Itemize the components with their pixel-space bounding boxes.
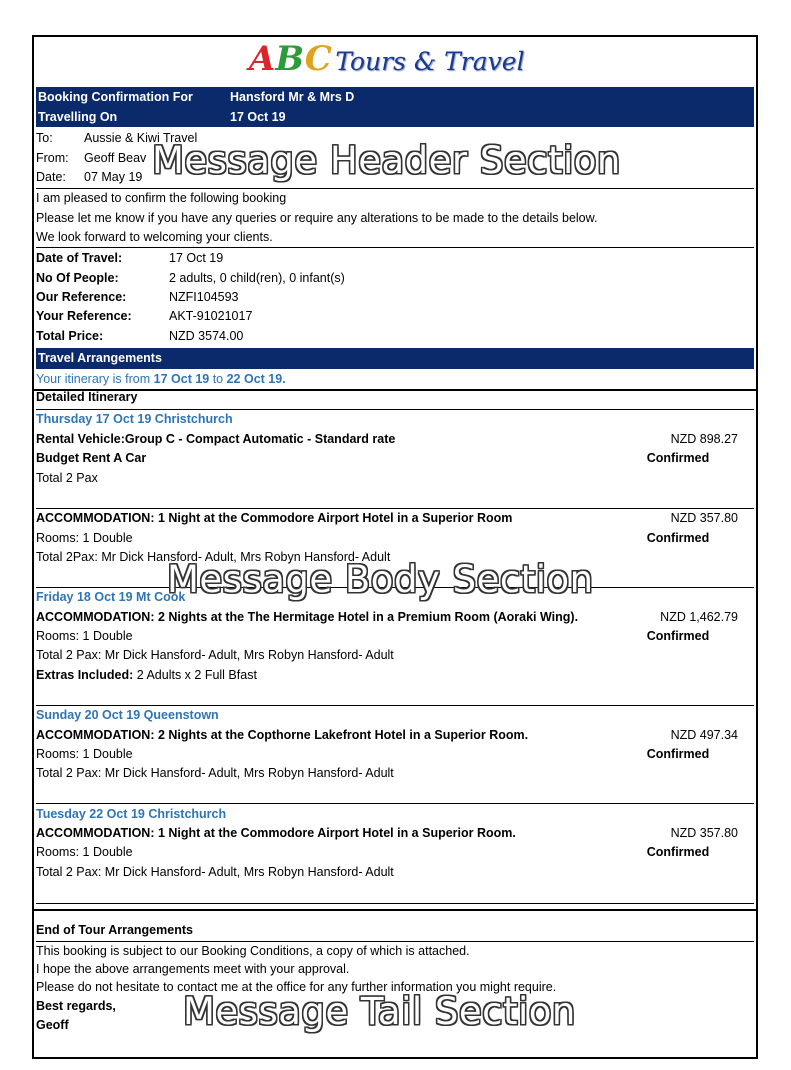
tail-title: End of Tour Arrangements (36, 923, 193, 937)
intro-line-3: We look forward to welcoming your clients. (36, 230, 273, 244)
item-line-3: Total 2 Pax (36, 471, 98, 485)
body-section-overlay: Message Body Section (167, 558, 594, 601)
to-label: To: (36, 131, 53, 145)
summary-row (36, 307, 754, 326)
item-line-1: ACCOMMODATION: 2 Nights at the The Hermitage Hotel in a Premium Room (Aoraki Wing). (36, 610, 579, 624)
item-line-3: Total 2Pax: Mr Dick Hansford- Adult, Mrs Robyn Hansford- Adult (36, 550, 391, 564)
itinerary-mid: to (209, 372, 227, 386)
logo-letter-b: B (275, 39, 305, 79)
travelling-value: 17 Oct 19 (230, 110, 286, 124)
tail-line-2: I hope the above arrangements meet with your approval. (36, 962, 350, 976)
item-line-1: ACCOMMODATION: 2 Nights at the Copthorne Lakefront Hotel in a Superior Room. (36, 728, 529, 742)
summary-value: 2 adults, 0 child(ren), 0 infant(s) (169, 271, 345, 285)
summary-value: 17 Oct 19 (169, 251, 224, 265)
item-status: Confirmed (646, 531, 710, 545)
abc-logo (249, 39, 549, 85)
logo-letter-c: C (304, 39, 332, 79)
booking-document (32, 35, 758, 1059)
item-line-1: ACCOMMODATION: 1 Night at the Commodore Airport Hotel in a Superior Room (36, 511, 513, 525)
item-status: Confirmed (646, 629, 710, 643)
date-label: Date: (36, 170, 66, 184)
item-status: Confirmed (646, 747, 710, 761)
item-price: NZD 898.27 (670, 432, 738, 446)
summary-value: NZFI104593 (169, 290, 239, 304)
item-line-3: Total 2 Pax: Mr Dick Hansford- Adult, Mrs Robyn Hansford- Adult (36, 766, 394, 780)
from-value: Geoff Beav (84, 151, 147, 165)
tail-regards: Best regards, (36, 999, 116, 1013)
tail-section-overlay: Message Tail Section (183, 990, 576, 1033)
summary-label: Date of Travel: (36, 251, 123, 265)
item-price: NZD 497.34 (670, 728, 738, 742)
detailed-itinerary-title: Detailed Itinerary (36, 390, 138, 404)
item-line-2: Budget Rent A Car (36, 451, 147, 465)
itinerary-day: Sunday 20 Oct 19 Queenstown (36, 708, 219, 722)
item-line-2: Rooms: 1 Double (36, 531, 133, 545)
item-line-1: Rental Vehicle:Group C - Compact Automatic - Standard rate (36, 432, 396, 446)
intro-line-2: Please let me know if you have any queries or require any alterations to be made to the details below. (36, 211, 598, 225)
summary-label: No Of People: (36, 271, 119, 285)
item-line-2: Rooms: 1 Double (36, 845, 133, 859)
divider (36, 903, 754, 904)
itinerary-day: Tuesday 22 Oct 19 Christchurch (36, 807, 227, 821)
item-extras (36, 666, 754, 685)
item-line-1: ACCOMMODATION: 1 Night at the Commodore Airport Hotel in a Superior Room. (36, 826, 516, 840)
divider (36, 803, 754, 804)
item-status: Confirmed (646, 451, 710, 465)
summary-row (36, 249, 754, 268)
summary-row (36, 288, 754, 307)
date-value: 07 May 19 (84, 170, 143, 184)
itinerary-to: 22 Oct 19. (226, 372, 286, 386)
item-line-3: Total 2 Pax: Mr Dick Hansford- Adult, Mrs Robyn Hansford- Adult (36, 865, 394, 879)
booking-header-bar (36, 87, 754, 127)
summary-label: Your Reference: (36, 309, 132, 323)
item-line-2: Rooms: 1 Double (36, 629, 133, 643)
itinerary-from: 17 Oct 19 (153, 372, 210, 386)
item-price: NZD 1,462.79 (660, 610, 738, 624)
tail-signature: Geoff (36, 1018, 69, 1032)
confirmation-value: Hansford Mr & Mrs D (230, 90, 355, 104)
summary-row (36, 327, 754, 346)
intro-line-1: I am pleased to confirm the following booking (36, 191, 287, 205)
tail-line-1: This booking is subject to our Booking Conditions, a copy of which is attached. (36, 944, 470, 958)
item-line-2: Rooms: 1 Double (36, 747, 133, 761)
travel-arrangements-title: Travel Arrangements (38, 351, 162, 365)
confirmation-label: Booking Confirmation For (38, 90, 193, 104)
summary-label: Total Price: (36, 329, 104, 343)
from-label: From: (36, 151, 69, 165)
itinerary-range (36, 370, 754, 389)
extras-value: 2 Adults x 2 Full Bfast (133, 668, 257, 682)
travelling-label: Travelling On (38, 110, 118, 124)
itinerary-prefix: Your itinerary is from (36, 372, 154, 386)
divider (36, 247, 754, 248)
item-price: NZD 357.80 (670, 826, 738, 840)
extras-label: Extras Included: (36, 668, 134, 682)
itinerary-day: Thursday 17 Oct 19 Christchurch (36, 412, 233, 426)
summary-label: Our Reference: (36, 290, 127, 304)
logo-letter-a: A (249, 39, 276, 79)
divider (34, 909, 756, 911)
summary-value: AKT-91021017 (169, 309, 253, 323)
item-status: Confirmed (646, 845, 710, 859)
item-price: NZD 357.80 (670, 511, 738, 525)
summary-row (36, 269, 754, 288)
itinerary-day: Friday 18 Oct 19 Mt Cook (36, 590, 186, 604)
to-value: Aussie & Kiwi Travel (84, 131, 198, 145)
travel-arrangements-bar (36, 348, 754, 369)
tail-line-3: Please do not hesitate to contact me at the office for any further information you might require. (36, 980, 557, 994)
logo-text: Tours & Travel (335, 47, 525, 76)
item-line-3: Total 2 Pax: Mr Dick Hansford- Adult, Mrs Robyn Hansford- Adult (36, 648, 394, 662)
header-section-overlay: Message Header Section (152, 139, 621, 182)
summary-value: NZD 3574.00 (169, 329, 244, 343)
